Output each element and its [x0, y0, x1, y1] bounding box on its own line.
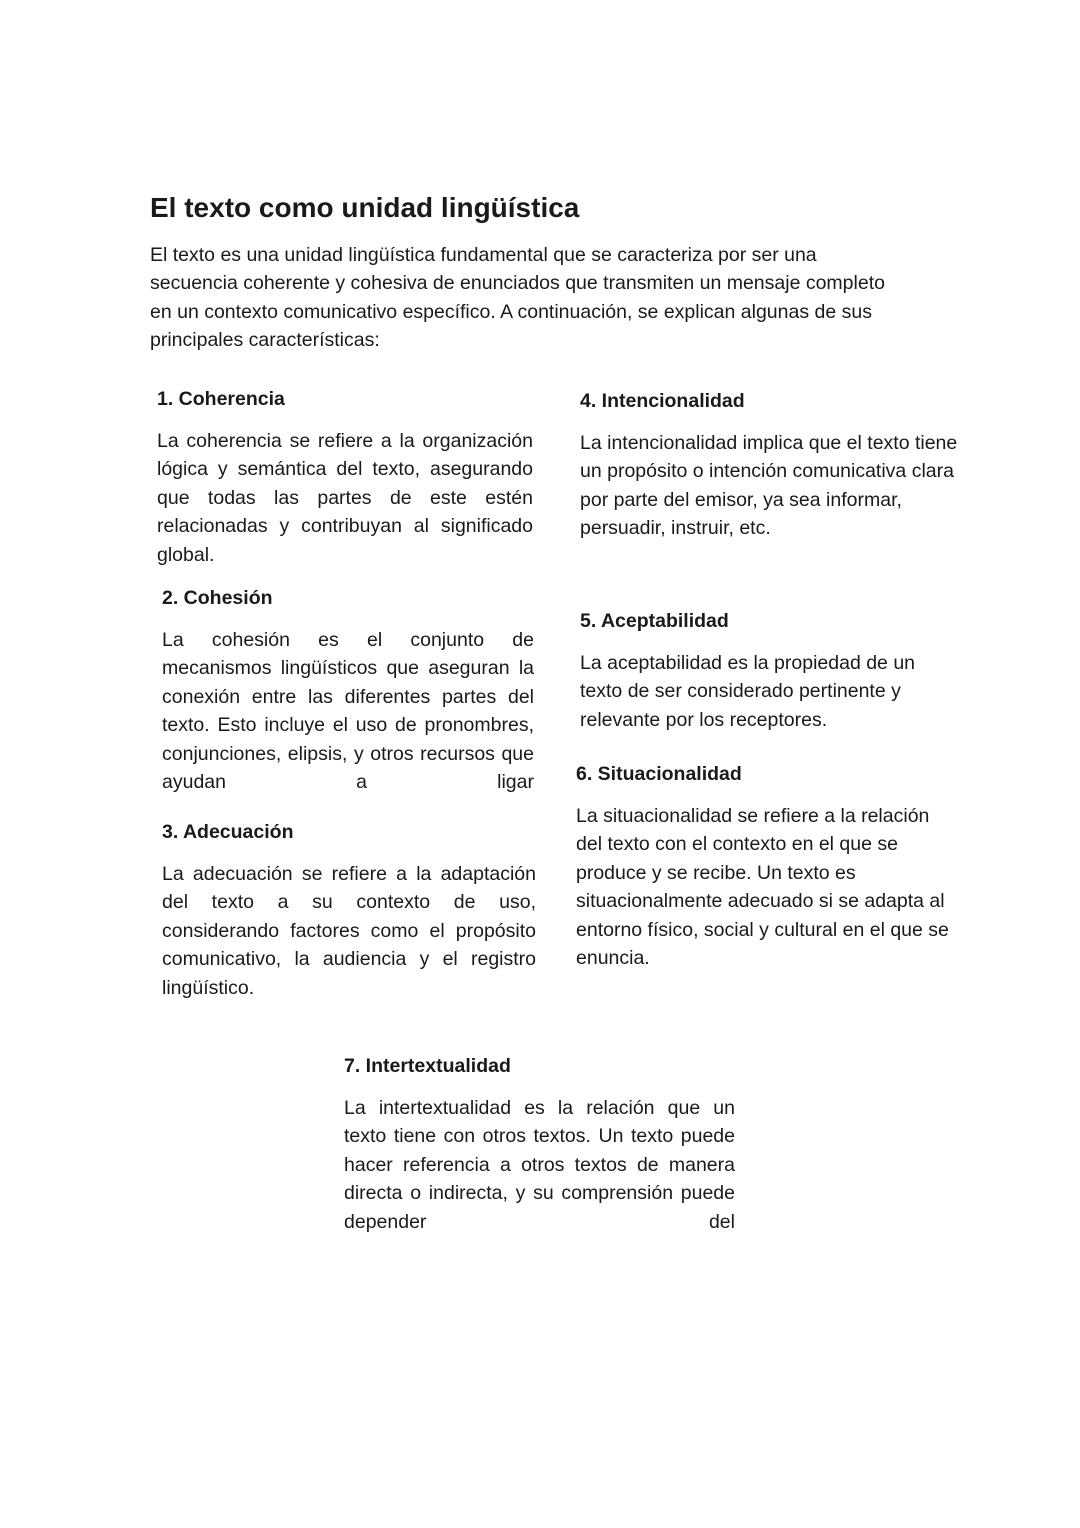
section-body: La intencionalidad implica que el texto tiene un propósito o intención comunicativa clara por parte del emisor, ya sea informar, persuadir, instruir, etc. [580, 432, 958, 540]
section-heading: 7. Intertextualidad [344, 1055, 511, 1077]
section-body: La cohesión es el conjunto de mecanismos lingüísticos que aseguran la conexión entre las diferentes partes del texto. Esto incluye el uso de pronombres, conjunciones, elipsis, y otros recursos que ayudan a ligar [162, 629, 534, 794]
section-intencionalidad [580, 387, 960, 543]
section-body: La situacionalidad se refiere a la relación del texto con el contexto en el que se produce y se recibe. Un texto es situacionalmente adecuado si se adapta al entorno físico, social y cultural en el que se enuncia. [576, 805, 949, 970]
section-intertextualidad [344, 1052, 735, 1236]
intro-paragraph: El texto es una unidad lingüística fundamental que se caracteriza por ser una secuencia coherente y cohesiva de enunciados que transmiten un mensaje completo en un contexto comunicativo específico. A continuación, se explican algunas de sus principales características: [150, 244, 885, 352]
section-heading: 6. Situacionalidad [576, 763, 742, 785]
section-body: La coherencia se refiere a la organización lógica y semántica del texto, asegurando que todas las partes de este estén relacionadas y contribuyan al significado global. [157, 430, 533, 566]
section-heading: 5. Aceptabilidad [580, 610, 729, 632]
section-heading: 4. Intencionalidad [580, 390, 745, 412]
section-situacionalidad [576, 760, 960, 972]
section-adecuacion [162, 818, 536, 1002]
section-body: La intertextualidad es la relación que un texto tiene con otros textos. Un texto puede hacer referencia a otros textos de manera directa o indirecta, y su comprensión puede depender del [344, 1097, 735, 1233]
section-body: La adecuación se refiere a la adaptación del texto a su contexto de uso, considerando factores como el propósito comunicativo, la audiencia y el registro lingüístico. [162, 863, 536, 999]
section-heading: 1. Coherencia [157, 388, 285, 410]
section-body: La aceptabilidad es la propiedad de un texto de ser considerado pertinente y relevante por los receptores. [580, 652, 916, 731]
section-heading: 3. Adecuación [162, 821, 294, 843]
page-title: El texto como unidad lingüística [150, 192, 580, 223]
section-coherencia [157, 385, 533, 569]
section-aceptabilidad [580, 607, 960, 734]
section-cohesion [162, 584, 534, 794]
section-heading: 2. Cohesión [162, 587, 273, 609]
